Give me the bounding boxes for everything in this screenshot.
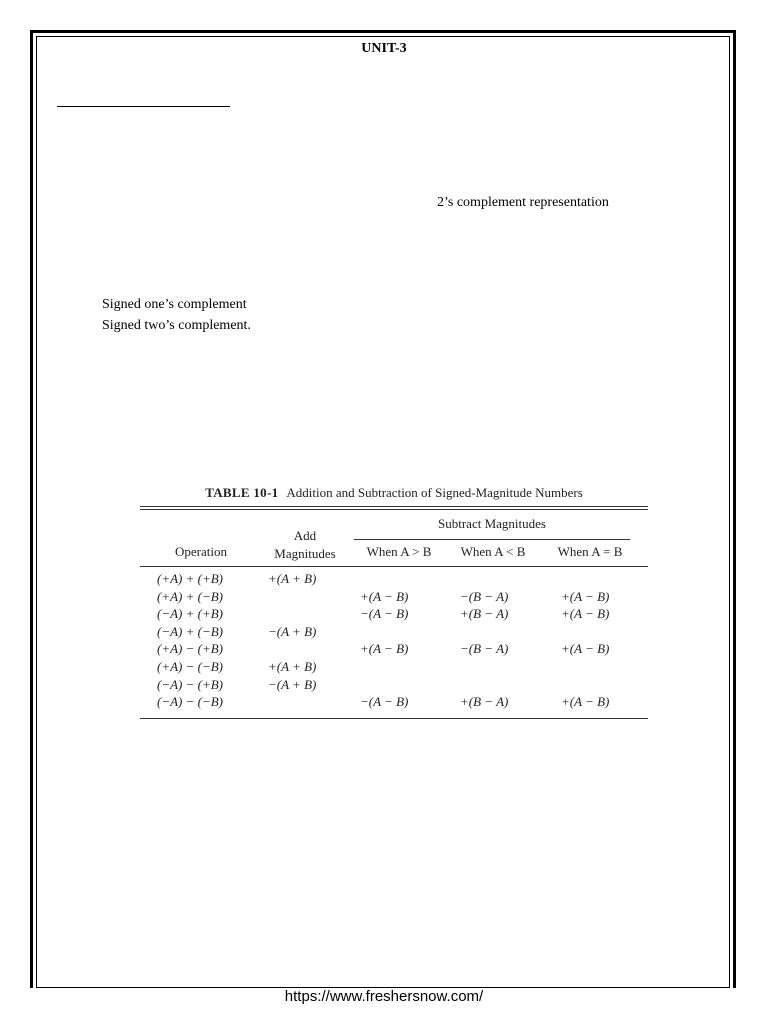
- cell-operation: (−A) + (+B): [157, 606, 224, 622]
- cell-operation: (+A) + (−B): [157, 588, 224, 604]
- table-row: [140, 641, 648, 659]
- header-subtract-magnitudes: Subtract Magnitudes: [438, 516, 546, 531]
- cell-operation: (+A) + (+B): [157, 571, 224, 586]
- cell-when-equal: +(A − B): [561, 588, 610, 604]
- cell-when-equal: +(A − B): [561, 641, 610, 657]
- table-top-rule: [140, 506, 648, 507]
- header-add-line1: Add: [293, 528, 317, 543]
- cell-operation: (−A) − (−B): [157, 694, 224, 710]
- page-border-inner: [36, 36, 730, 988]
- cell-operation: (+A) − (−B): [157, 658, 224, 674]
- footer-url-link[interactable]: https://www.freshersnow.com/: [284, 988, 484, 1005]
- header-when-equal: When A = B: [557, 544, 623, 559]
- signed-twos-complement-text: Signed two’s complement.: [102, 318, 251, 333]
- cell-operation: (−A) − (+B): [157, 676, 224, 692]
- table-row: [140, 659, 648, 677]
- cell-when-greater: +(A − B): [360, 588, 409, 604]
- cell-when-greater: −(A − B): [360, 694, 409, 710]
- cell-when-less: +(B − A): [460, 694, 509, 710]
- complement-representation-text: 2’s complement representation: [437, 195, 609, 210]
- cell-when-greater: −(A − B): [360, 606, 409, 622]
- cell-add: −(A + B): [268, 676, 317, 692]
- table-row: [140, 624, 648, 642]
- cell-when-equal: +(A − B): [561, 606, 610, 622]
- signed-ones-complement-text: Signed one’s complement: [102, 297, 247, 312]
- header-when-less: When A < B: [460, 544, 526, 559]
- cell-when-less: −(B − A): [460, 588, 509, 604]
- unit-title: UNIT-3: [361, 41, 407, 56]
- footer-url[interactable]: [0, 988, 768, 1005]
- header-add-line2: Magnitudes: [274, 546, 336, 561]
- table-row: [140, 589, 648, 607]
- table-caption: [140, 485, 648, 501]
- cell-when-less: −(B − A): [460, 641, 509, 657]
- cell-when-less: +(B − A): [460, 606, 509, 622]
- cell-operation: (+A) − (+B): [157, 641, 224, 657]
- table-header-rule: [140, 566, 648, 567]
- table-row: [140, 571, 648, 589]
- cell-add: −(A + B): [268, 623, 317, 639]
- table-row: [140, 677, 648, 695]
- header-when-greater: When A > B: [366, 544, 432, 559]
- cell-add: +(A + B): [268, 658, 317, 674]
- table-row: [140, 694, 648, 712]
- header-operation: Operation: [175, 544, 227, 559]
- cell-operation: (−A) + (−B): [157, 623, 224, 639]
- table-row: [140, 606, 648, 624]
- cell-when-greater: +(A − B): [360, 641, 409, 657]
- table-top-rule-second: [140, 509, 648, 510]
- table-caption-text: Addition and Subtraction of Signed-Magnitude Numbers: [286, 485, 583, 500]
- table-caption-label: TABLE 10-1: [205, 485, 279, 500]
- table-body: [140, 571, 648, 712]
- subtract-header-rule: [354, 539, 630, 540]
- cell-when-equal: +(A − B): [561, 694, 610, 710]
- heading-underline: [57, 106, 230, 107]
- cell-add: +(A + B): [268, 571, 317, 586]
- header-add-magnitudes: [262, 527, 348, 563]
- table-bottom-rule: [140, 718, 648, 719]
